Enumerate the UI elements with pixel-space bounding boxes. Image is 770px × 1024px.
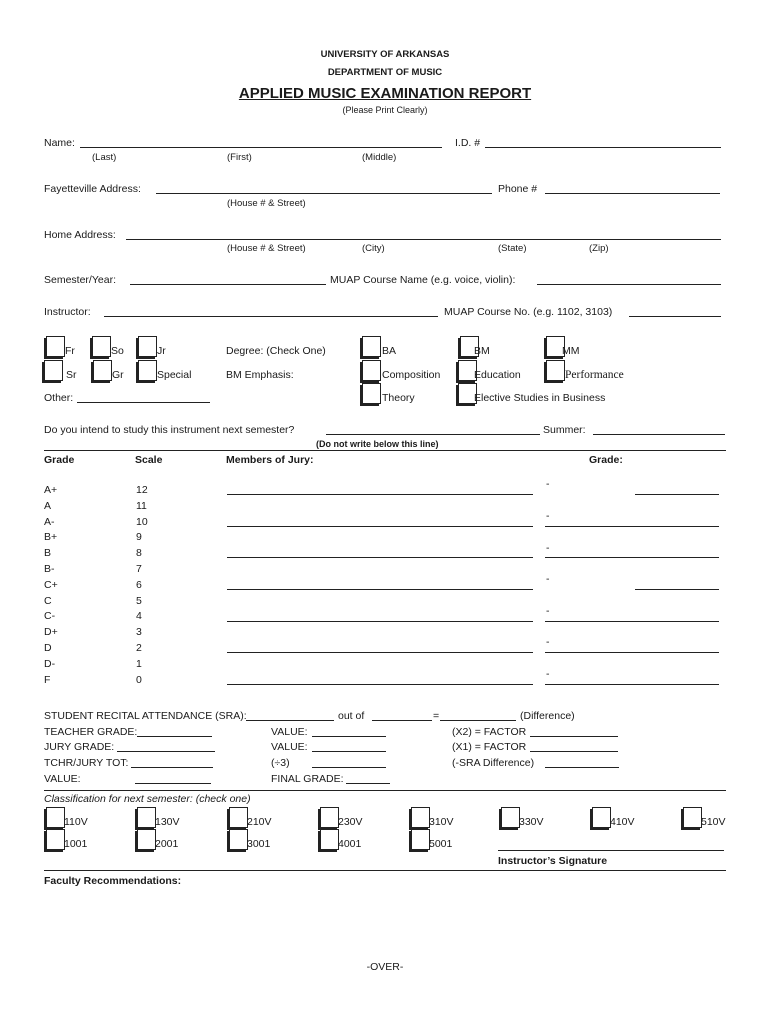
classification-checkbox[interactable] <box>229 829 248 850</box>
elective-label: Elective Studies in Business <box>474 392 606 404</box>
value2-field[interactable] <box>312 751 386 752</box>
summer-field[interactable] <box>593 434 725 435</box>
house-street-caption: (House # & Street) <box>227 198 306 209</box>
grade-dash: - <box>546 605 550 617</box>
jury-member-field[interactable] <box>227 684 533 685</box>
classification-label: Classification for next semester: (check one) <box>44 793 251 805</box>
value2-label: VALUE: <box>271 741 308 753</box>
other-field[interactable] <box>77 402 210 403</box>
print-instruction: (Please Print Clearly) <box>342 105 428 115</box>
out-of-label: out of <box>338 710 365 722</box>
teacher-grade-label: TEACHER GRADE: <box>44 726 138 738</box>
phone-field[interactable] <box>545 193 720 194</box>
scale-header: Scale <box>135 454 163 466</box>
classification-option-label: 130V <box>155 816 180 828</box>
difference-label: (Difference) <box>520 710 575 722</box>
gr-checkbox[interactable] <box>93 360 112 381</box>
classification-option-label: 3001 <box>247 838 271 850</box>
grade-header: Grade <box>44 454 75 466</box>
classification-option-label: 330V <box>519 816 544 828</box>
x1-factor-field[interactable] <box>530 751 618 752</box>
jr-checkbox[interactable] <box>138 336 157 357</box>
x2-factor-label: (X2) = FACTOR <box>452 726 527 738</box>
other-label: Other: <box>44 392 74 404</box>
classification-checkbox[interactable] <box>46 829 65 850</box>
scale-grade: B+ <box>44 531 58 544</box>
jury-grade-field[interactable] <box>545 621 719 622</box>
jury-member-field[interactable] <box>227 526 533 527</box>
muap-course-no-field[interactable] <box>629 316 721 317</box>
city-caption: (City) <box>362 243 385 254</box>
name-label: Name: <box>44 137 75 149</box>
scale-grade: B <box>44 547 52 560</box>
fayetteville-address-field[interactable] <box>156 193 492 194</box>
zip-caption: (Zip) <box>589 243 609 254</box>
scale-grade: A <box>44 499 52 512</box>
scale-grade: C+ <box>44 578 58 591</box>
scale-value: 4 <box>136 610 142 623</box>
tchr-jury-field[interactable] <box>131 767 213 768</box>
jury-grade-field[interactable] <box>635 589 719 590</box>
classification-checkbox[interactable] <box>411 829 430 850</box>
classification-option-label: 5001 <box>429 838 453 850</box>
scale-value: 3 <box>136 626 142 639</box>
difference-field[interactable] <box>440 720 516 721</box>
scale-grade: D <box>44 642 52 654</box>
x2-factor-field[interactable] <box>530 736 618 737</box>
semester-year-field[interactable] <box>130 284 326 285</box>
ba-label: BA <box>382 345 397 357</box>
divider-line-3 <box>44 870 726 871</box>
final-grade-field[interactable] <box>346 783 390 784</box>
signature-field[interactable] <box>498 850 724 851</box>
jury-grade-field[interactable] <box>545 526 719 527</box>
classification-option-label: 110V <box>64 816 88 828</box>
so-label: So <box>111 345 124 357</box>
jury-grade-field[interactable] <box>545 684 719 685</box>
university-name: UNIVERSITY OF ARKANSAS <box>320 49 450 60</box>
theory-label: Theory <box>382 392 415 404</box>
scale-grade: C- <box>44 610 56 623</box>
scale-value: 10 <box>136 515 148 528</box>
jury-grade-field[interactable] <box>635 494 719 495</box>
grade-dash: - <box>546 573 550 585</box>
value3-label: VALUE: <box>44 773 81 785</box>
instructor-field[interactable] <box>104 316 438 317</box>
special-label: Special <box>157 369 192 381</box>
special-checkbox[interactable] <box>138 360 157 381</box>
classification-option-label: 210V <box>247 816 272 828</box>
jury-grade-label: JURY GRADE: <box>44 741 115 753</box>
scale-value: 8 <box>136 547 142 560</box>
classification-option-label: 2001 <box>155 838 179 850</box>
sr-checkbox[interactable] <box>44 360 63 381</box>
div3-field[interactable] <box>312 767 386 768</box>
bm-emphasis-label: BM Emphasis: <box>226 369 294 381</box>
fr-label: Fr <box>65 345 75 357</box>
home-house-street-caption: (House # & Street) <box>227 243 306 254</box>
classification-checkbox[interactable] <box>411 807 430 828</box>
instructor-label: Instructor: <box>44 306 91 318</box>
jury-grade-field[interactable] <box>117 751 215 752</box>
classification-checkbox[interactable] <box>592 807 611 828</box>
scale-grade: A+ <box>44 484 58 496</box>
jury-grade-field[interactable] <box>545 652 719 653</box>
mm-label: MM <box>562 345 580 357</box>
theory-checkbox[interactable] <box>362 383 381 404</box>
tchr-jury-label: TCHR/JURY TOT: <box>44 757 129 769</box>
sra-difference-field[interactable] <box>545 767 619 768</box>
semester-year-label: Semester/Year: <box>44 274 116 286</box>
id-field[interactable] <box>485 147 721 148</box>
so-checkbox[interactable] <box>92 336 111 357</box>
sra-field[interactable] <box>246 720 334 721</box>
scale-value: 9 <box>136 531 142 544</box>
performance-checkbox[interactable] <box>546 360 565 381</box>
divider-line <box>44 450 726 451</box>
jr-label: Jr <box>157 345 166 357</box>
id-label: I.D. # <box>455 137 481 149</box>
grade-dash: - <box>546 510 550 522</box>
out-of-field[interactable] <box>372 720 432 721</box>
gr-label: Gr <box>112 369 124 381</box>
scale-value: 1 <box>136 657 142 670</box>
sra-label: STUDENT RECITAL ATTENDANCE (SRA): <box>44 710 247 722</box>
scale-grade: D+ <box>44 626 58 639</box>
muap-course-name-field[interactable] <box>537 284 721 285</box>
value1-label: VALUE: <box>271 726 308 738</box>
scale-value: 6 <box>136 578 142 591</box>
muap-course-name-label: MUAP Course Name (e.g. voice, violin): <box>330 274 516 286</box>
scale-value: 12 <box>136 484 148 496</box>
scale-value: 0 <box>136 673 142 686</box>
classification-checkbox[interactable] <box>683 807 702 828</box>
summer-label: Summer: <box>543 424 586 436</box>
composition-label: Composition <box>382 369 441 381</box>
scale-value: 7 <box>136 563 142 575</box>
scale-grade: D- <box>44 657 56 670</box>
muap-course-no-label: MUAP Course No. (e.g. 1102, 3103) <box>444 306 613 318</box>
jury-grade-field[interactable] <box>545 557 719 558</box>
over-label: -OVER- <box>366 961 404 973</box>
grade-dash: - <box>546 542 550 554</box>
education-label: Education <box>474 369 521 381</box>
scale-value: 2 <box>136 642 142 654</box>
classification-checkbox[interactable] <box>229 807 248 828</box>
teacher-grade-field[interactable] <box>137 736 212 737</box>
scale-grade: F <box>44 673 51 686</box>
jury-member-field[interactable] <box>227 621 533 622</box>
grade-dash: - <box>546 668 550 680</box>
final-grade-label: FINAL GRADE: <box>271 773 344 785</box>
scale-value: 5 <box>136 594 142 607</box>
classification-checkbox[interactable] <box>137 807 156 828</box>
equals-label: = <box>433 710 440 722</box>
ba-checkbox[interactable] <box>362 336 381 357</box>
classification-checkbox[interactable] <box>501 807 520 828</box>
scale-grade: C <box>44 594 52 607</box>
sra-difference-label: (-SRA Difference) <box>452 757 535 769</box>
value3-field[interactable] <box>135 783 211 784</box>
state-caption: (State) <box>498 243 527 254</box>
phone-label: Phone # <box>498 183 538 195</box>
jury-member-field[interactable] <box>227 557 533 558</box>
jury-member-field[interactable] <box>227 589 533 590</box>
name-field[interactable] <box>80 147 442 148</box>
intend-field[interactable] <box>326 434 540 435</box>
value1-field[interactable] <box>312 736 386 737</box>
classification-checkbox[interactable] <box>137 829 156 850</box>
first-caption: (First) <box>227 152 252 163</box>
jury-member-field[interactable] <box>227 652 533 653</box>
grade-dash: - <box>546 636 550 648</box>
last-caption: (Last) <box>92 152 117 163</box>
department-name: DEPARTMENT OF MUSIC <box>327 67 443 78</box>
middle-caption: (Middle) <box>362 152 397 163</box>
home-address-label: Home Address: <box>44 229 116 241</box>
classification-checkbox[interactable] <box>46 807 65 828</box>
grade-column-header: Grade: <box>589 454 623 466</box>
grade-dash: - <box>546 478 550 490</box>
page-title: APPLIED MUSIC EXAMINATION REPORT <box>238 85 532 102</box>
classification-option-label: 230V <box>338 816 363 828</box>
classification-option-label: 310V <box>429 816 454 828</box>
degree-label: Degree: (Check One) <box>226 345 326 357</box>
jury-header: Members of Jury: <box>226 454 314 466</box>
fr-checkbox[interactable] <box>46 336 65 357</box>
bm-label: BM <box>474 345 490 357</box>
classification-option-label: 410V <box>610 816 635 828</box>
sr-label: Sr <box>66 369 77 381</box>
classification-checkbox[interactable] <box>320 807 339 828</box>
divider-line-2 <box>44 790 726 791</box>
jury-member-field[interactable] <box>227 494 533 495</box>
do-not-write-note: (Do not write below this line) <box>316 439 439 449</box>
classification-option-label: 510V <box>701 816 726 828</box>
scale-grade: A- <box>44 515 55 528</box>
classification-option-label: 4001 <box>338 838 362 850</box>
home-address-field[interactable] <box>126 239 721 240</box>
performance-label: Performance <box>565 369 624 381</box>
signature-caption: Instructor’s Signature <box>498 855 608 867</box>
faculty-recommendations-label: Faculty Recommendations: <box>44 875 182 887</box>
fayetteville-address-label: Fayetteville Address: <box>44 183 141 195</box>
intend-question: Do you intend to study this instrument next semester? <box>44 424 295 436</box>
div3-label: (÷3) <box>271 757 290 769</box>
composition-checkbox[interactable] <box>362 360 381 381</box>
scale-value: 11 <box>136 499 147 512</box>
scale-grade: B- <box>44 563 55 575</box>
classification-option-label: 1001 <box>64 838 88 850</box>
x1-factor-label: (X1) = FACTOR <box>452 741 527 753</box>
classification-checkbox[interactable] <box>320 829 339 850</box>
